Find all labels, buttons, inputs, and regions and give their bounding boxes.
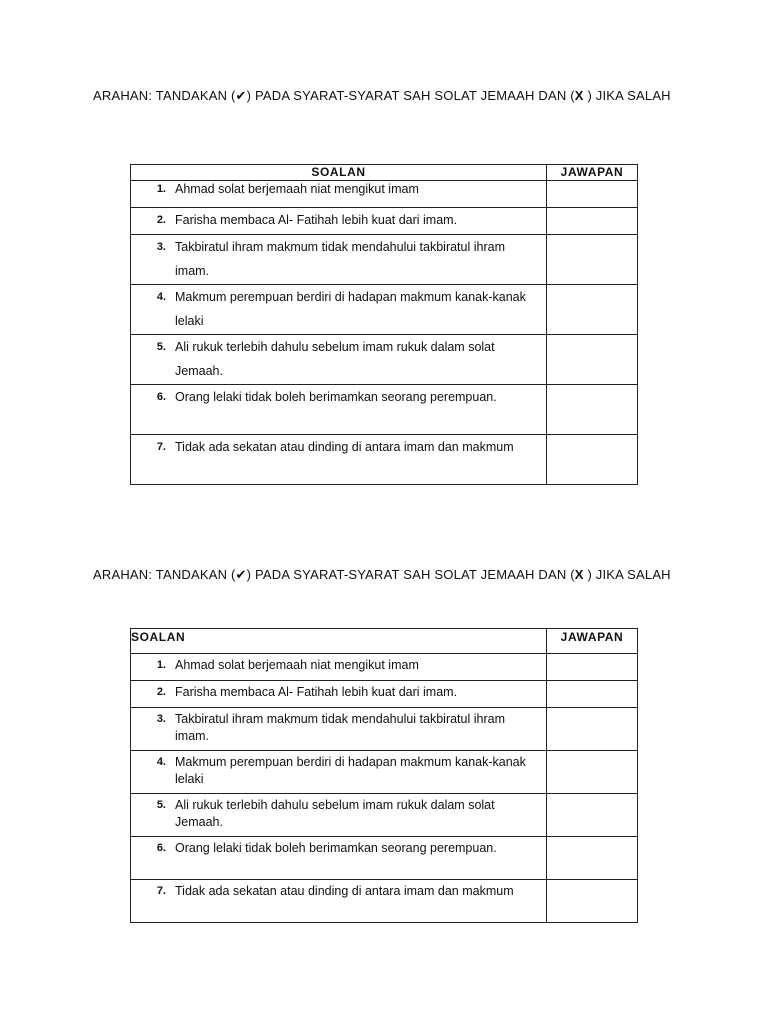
question-text: Takbiratul ihram makmum tidak mendahului takbiratul ihram imam. <box>175 712 505 743</box>
question-table-1 <box>130 164 638 485</box>
table-row <box>131 385 638 435</box>
question-text: Tidak ada sekatan atau dinding di antara imam dan makmum <box>175 884 514 898</box>
check-mark-icon: ✔ <box>235 88 247 103</box>
question-number: 7. <box>156 885 166 897</box>
table-row <box>131 751 638 794</box>
table-row <box>131 708 638 751</box>
header-soalan: SOALAN <box>131 629 547 654</box>
answer-cell[interactable] <box>547 837 638 880</box>
question-number: 6. <box>156 842 166 854</box>
answer-cell[interactable] <box>547 435 638 485</box>
question-number: 7. <box>156 441 166 453</box>
answer-cell[interactable] <box>547 880 638 923</box>
question-number: 1. <box>156 183 166 195</box>
question-number: 5. <box>156 799 166 811</box>
answer-cell[interactable] <box>547 385 638 435</box>
answer-cell[interactable] <box>547 751 638 794</box>
instruction-text: ARAHAN: TANDAKAN ( <box>93 88 236 103</box>
table-row <box>131 681 638 708</box>
cross-mark: X <box>574 88 584 103</box>
answer-cell[interactable] <box>547 235 638 285</box>
cross-mark: X <box>574 567 584 582</box>
answer-cell[interactable] <box>547 285 638 335</box>
question-text: Ahmad solat berjemaah niat mengikut imam <box>175 182 419 196</box>
table-row <box>131 435 638 485</box>
answer-cell[interactable] <box>547 335 638 385</box>
question-text: Farisha membaca Al- Fatihah lebih kuat dari imam. <box>175 685 458 699</box>
table-row <box>131 181 638 208</box>
question-text: Farisha membaca Al- Fatihah lebih kuat dari imam. <box>175 213 458 227</box>
instruction-text: ) PADA SYARAT-SYARAT SAH SOLAT JEMAAH DAN ( <box>246 88 575 103</box>
question-text: Makmum perempuan berdiri di hadapan makmum kanak-kanak lelaki <box>175 290 526 328</box>
table-header-row <box>131 629 638 654</box>
header-soalan: SOALAN <box>131 165 547 181</box>
question-text: Ahmad solat berjemaah niat mengikut imam <box>175 658 419 672</box>
question-text: Ali rukuk terlebih dahulu sebelum imam rukuk dalam solat Jemaah. <box>175 798 495 829</box>
answer-cell[interactable] <box>547 654 638 681</box>
table-row <box>131 235 638 285</box>
question-number: 4. <box>156 291 166 303</box>
answer-cell[interactable] <box>547 708 638 751</box>
question-text: Ali rukuk terlebih dahulu sebelum imam rukuk dalam solat Jemaah. <box>175 340 495 378</box>
table-row <box>131 880 638 923</box>
question-text: Takbiratul ihram makmum tidak mendahului takbiratul ihram imam. <box>175 240 505 278</box>
question-number: 6. <box>156 391 166 403</box>
question-number: 1. <box>156 659 166 671</box>
instruction-1 <box>93 88 683 104</box>
question-text: Orang lelaki tidak boleh berimamkan seorang perempuan. <box>175 390 497 404</box>
table-header-row <box>131 165 638 181</box>
answer-cell[interactable] <box>547 794 638 837</box>
table-row <box>131 837 638 880</box>
instruction-2 <box>93 567 683 583</box>
instruction-text: ) PADA SYARAT-SYARAT SAH SOLAT JEMAAH DAN ( <box>246 567 575 582</box>
question-text: Orang lelaki tidak boleh berimamkan seorang perempuan. <box>175 841 497 855</box>
question-number: 2. <box>156 686 166 698</box>
table-row <box>131 208 638 235</box>
question-number: 3. <box>156 713 166 725</box>
header-jawapan: JAWAPAN <box>547 629 638 654</box>
instruction-text: ) JIKA SALAH <box>583 88 671 103</box>
question-number: 2. <box>156 214 166 226</box>
answer-cell[interactable] <box>547 208 638 235</box>
check-mark-icon: ✔ <box>235 567 247 582</box>
table-row <box>131 654 638 681</box>
instruction-text: ) JIKA SALAH <box>583 567 671 582</box>
question-number: 3. <box>156 241 166 253</box>
question-text: Tidak ada sekatan atau dinding di antara imam dan makmum <box>175 440 514 454</box>
question-table-2 <box>130 628 638 923</box>
table-row <box>131 335 638 385</box>
table-row <box>131 285 638 335</box>
question-text: Makmum perempuan berdiri di hadapan makmum kanak-kanak lelaki <box>175 755 526 786</box>
question-number: 4. <box>156 756 166 768</box>
answer-cell[interactable] <box>547 681 638 708</box>
instruction-text: ARAHAN: TANDAKAN ( <box>93 567 236 582</box>
header-jawapan: JAWAPAN <box>547 165 638 181</box>
table-row <box>131 794 638 837</box>
answer-cell[interactable] <box>547 181 638 208</box>
question-number: 5. <box>156 341 166 353</box>
